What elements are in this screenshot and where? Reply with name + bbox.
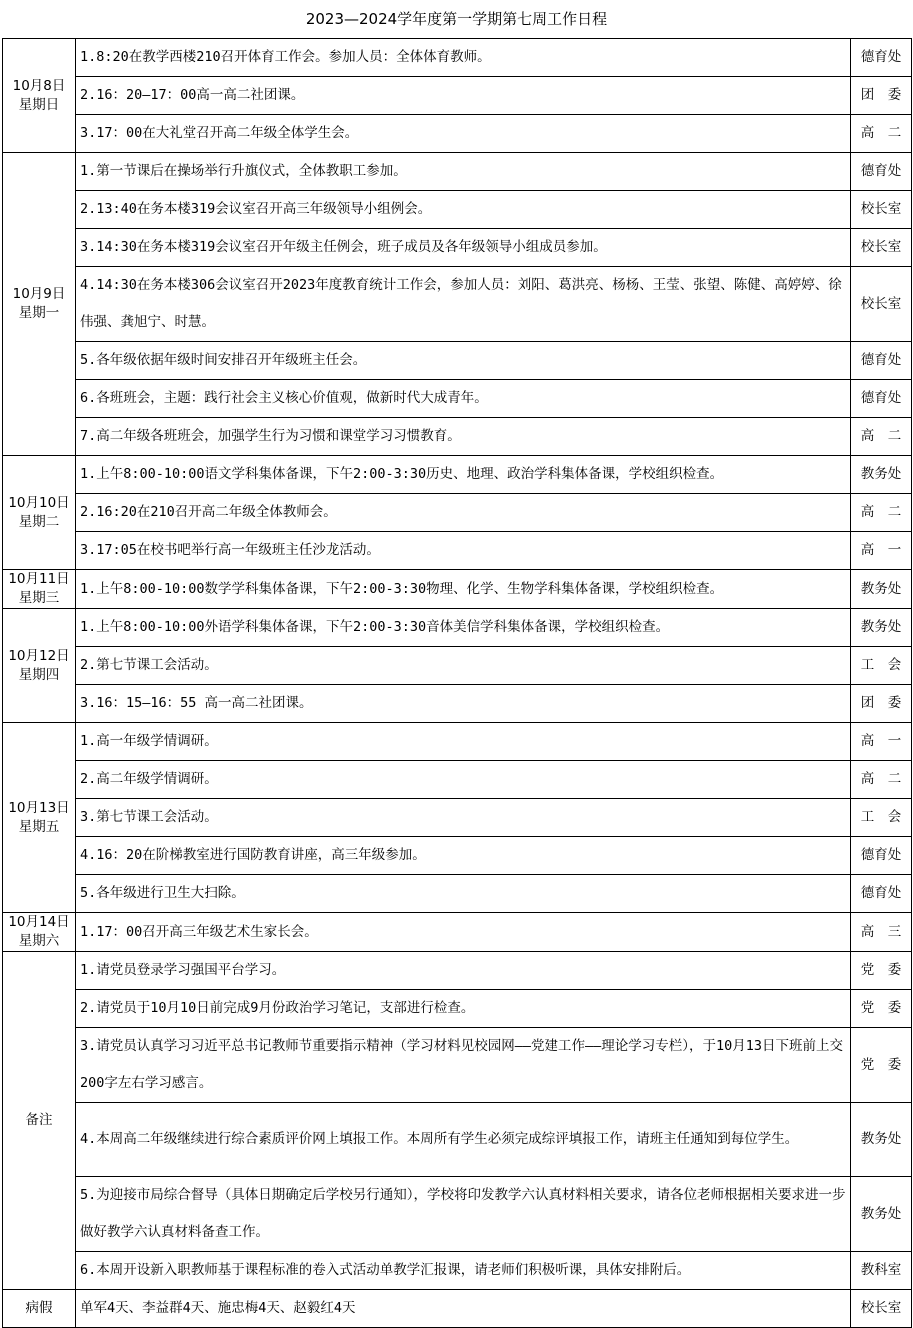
schedule-row [3,153,912,191]
schedule-row [3,570,912,609]
schedule-row [3,532,912,570]
day-cell [3,723,76,913]
day-weekday: 星期四 [18,666,60,683]
schedule-row [3,418,912,456]
day-date: 10月11日 [8,571,70,587]
schedule-row [3,723,912,761]
note-dept: 党 委 [851,990,912,1028]
item-text: 3.16：15—16：55 高一高二社团课。 [76,685,851,723]
item-text: 2.16:20在210召开高二年级全体教师会。 [76,494,851,532]
day-cell [3,609,76,723]
day-date: 10月9日 [12,286,66,302]
item-text: 3.14:30在务本楼319会议室召开年级主任例会，班子成员及各年级领导小组成员参加。 [76,229,851,267]
item-text: 2.13:40在务本楼319会议室召开高三年级领导小组例会。 [76,191,851,229]
schedule-body [3,39,912,1328]
note-dept: 党 委 [851,952,912,990]
item-dept: 高 二 [851,418,912,456]
item-dept: 校长室 [851,267,912,342]
day-weekday: 星期五 [18,818,60,835]
note-row [3,1028,912,1103]
item-text: 2.16：20—17：00高一高二社团课。 [76,77,851,115]
schedule-row [3,494,912,532]
note-text: 3.请党员认真学习习近平总书记教师节重要指示精神（学习材料见校园网——党建工作——理论学习专栏），于10月13日下班前上交200字左右学习感言。 [76,1028,851,1103]
sick-leave-dept: 校长室 [851,1290,912,1328]
day-date: 10月8日 [12,77,66,94]
item-text: 2.高二年级学情调研。 [76,761,851,799]
item-text: 6.各班班会，主题：践行社会主义核心价值观，做新时代大成青年。 [76,380,851,418]
schedule-row [3,342,912,380]
note-row [3,952,912,990]
day-date: 10月14日 [8,914,70,930]
item-text: 4.14:30在务本楼306会议室召开2023年度教育统计工作会，参加人员：刘阳、葛洪亮、杨杨、王莹、张望、陈健、高婷婷、徐伟强、龚旭宁、时慧。 [76,267,851,342]
item-dept: 工 会 [851,647,912,685]
note-text: 1.请党员登录学习强国平台学习。 [76,952,851,990]
item-text: 1.高一年级学情调研。 [76,723,851,761]
page-title: 2023—2024学年度第一学期第七周工作日程 [305,10,608,28]
note-row [3,1103,912,1177]
day-date: 10月12日 [8,647,70,664]
item-text: 1.第一节课后在操场举行升旗仪式，全体教职工参加。 [76,153,851,191]
item-dept: 团 委 [851,685,912,723]
schedule-row [3,77,912,115]
sick-leave-row [3,1290,912,1328]
item-dept: 高 一 [851,723,912,761]
item-text: 4.16：20在阶梯教室进行国防教育讲座，高三年级参加。 [76,837,851,875]
schedule-row [3,647,912,685]
note-row [3,1252,912,1290]
schedule-row [3,191,912,229]
item-dept: 校长室 [851,191,912,229]
day-weekday: 星期日 [18,96,60,113]
item-dept: 校长室 [851,229,912,267]
item-text: 3.第七节课工会活动。 [76,799,851,837]
item-dept: 高 三 [851,913,912,952]
day-date: 10月13日 [8,799,70,816]
schedule-row [3,115,912,153]
schedule-row [3,456,912,494]
item-text: 2.第七节课工会活动。 [76,647,851,685]
day-cell [3,570,76,609]
note-text: 4.本周高二年级继续进行综合素质评价网上填报工作。本周所有学生必须完成综评填报工作，请班主任通知到每位学生。 [76,1103,851,1177]
note-row [3,1177,912,1252]
item-text: 1.上午8:00-10:00外语学科集体备课，下午2:00-3:30音体美信学科集体备课，学校组织检查。 [76,609,851,647]
item-dept: 高 一 [851,532,912,570]
note-text: 5.为迎接市局综合督导（具体日期确定后学校另行通知），学校将印发教学六认真材料相关要求，请各位老师根据相关要求进一步做好教学六认真材料备查工作。 [76,1177,851,1252]
schedule-row [3,39,912,77]
item-text: 1.上午8:00-10:00语文学科集体备课，下午2:00-3:30历史、地理、政治学科集体备课，学校组织检查。 [76,456,851,494]
item-dept: 德育处 [851,875,912,913]
item-dept: 德育处 [851,39,912,77]
day-weekday: 星期二 [18,513,60,530]
day-cell [3,913,76,952]
day-weekday: 星期三 [18,590,60,606]
sick-leave-text: 单军4天、李益群4天、施忠梅4天、赵毅红4天 [76,1290,851,1328]
item-dept: 高 二 [851,761,912,799]
day-cell [3,39,76,153]
item-dept: 德育处 [851,380,912,418]
item-dept: 德育处 [851,153,912,191]
schedule-row [3,799,912,837]
item-text: 1.17：00召开高三年级艺术生家长会。 [76,913,851,952]
item-dept: 教务处 [851,456,912,494]
note-text: 2.请党员于10月10日前完成9月份政治学习笔记，支部进行检查。 [76,990,851,1028]
note-dept: 教务处 [851,1177,912,1252]
schedule-row [3,380,912,418]
item-text: 7.高二年级各班班会，加强学生行为习惯和课堂学习习惯教育。 [76,418,851,456]
schedule-row [3,609,912,647]
item-dept: 德育处 [851,342,912,380]
item-text: 5.各年级依据年级时间安排召开年级班主任会。 [76,342,851,380]
note-dept: 教务处 [851,1103,912,1177]
day-cell [3,456,76,570]
item-dept: 高 二 [851,494,912,532]
item-dept: 教务处 [851,609,912,647]
sick-leave-label: 病假 [3,1290,76,1328]
day-date: 10月10日 [8,494,70,511]
item-dept: 教务处 [851,570,912,609]
item-dept: 工 会 [851,799,912,837]
day-weekday: 星期六 [18,933,60,949]
day-cell [3,153,76,456]
note-dept: 党 委 [851,1028,912,1103]
note-text: 6.本周开设新入职教师基于课程标准的卷入式活动单教学汇报课，请老师们积极听课，具体安排附后。 [76,1252,851,1290]
schedule-row [3,685,912,723]
schedule-row [3,267,912,342]
schedule-row [3,875,912,913]
notes-label: 备注 [3,952,76,1290]
item-text: 1.上午8:00-10:00数学学科集体备课，下午2:00-3:30物理、化学、生物学科集体备课，学校组织检查。 [76,570,851,609]
schedule-row [3,913,912,952]
schedule-row [3,761,912,799]
schedule-row [3,229,912,267]
item-text: 3.17：00在大礼堂召开高二年级全体学生会。 [76,115,851,153]
day-weekday: 星期一 [18,305,60,321]
schedule-row [3,837,912,875]
item-dept: 团 委 [851,77,912,115]
item-text: 3.17:05在校书吧举行高一年级班主任沙龙活动。 [76,532,851,570]
item-dept: 高 二 [851,115,912,153]
schedule-table [2,38,912,1328]
item-text: 5.各年级进行卫生大扫除。 [76,875,851,913]
note-row [3,990,912,1028]
item-text: 1.8:20在教学西楼210召开体育工作会。参加人员：全体体育教师。 [76,39,851,77]
item-dept: 德育处 [851,837,912,875]
note-dept: 教科室 [851,1252,912,1290]
